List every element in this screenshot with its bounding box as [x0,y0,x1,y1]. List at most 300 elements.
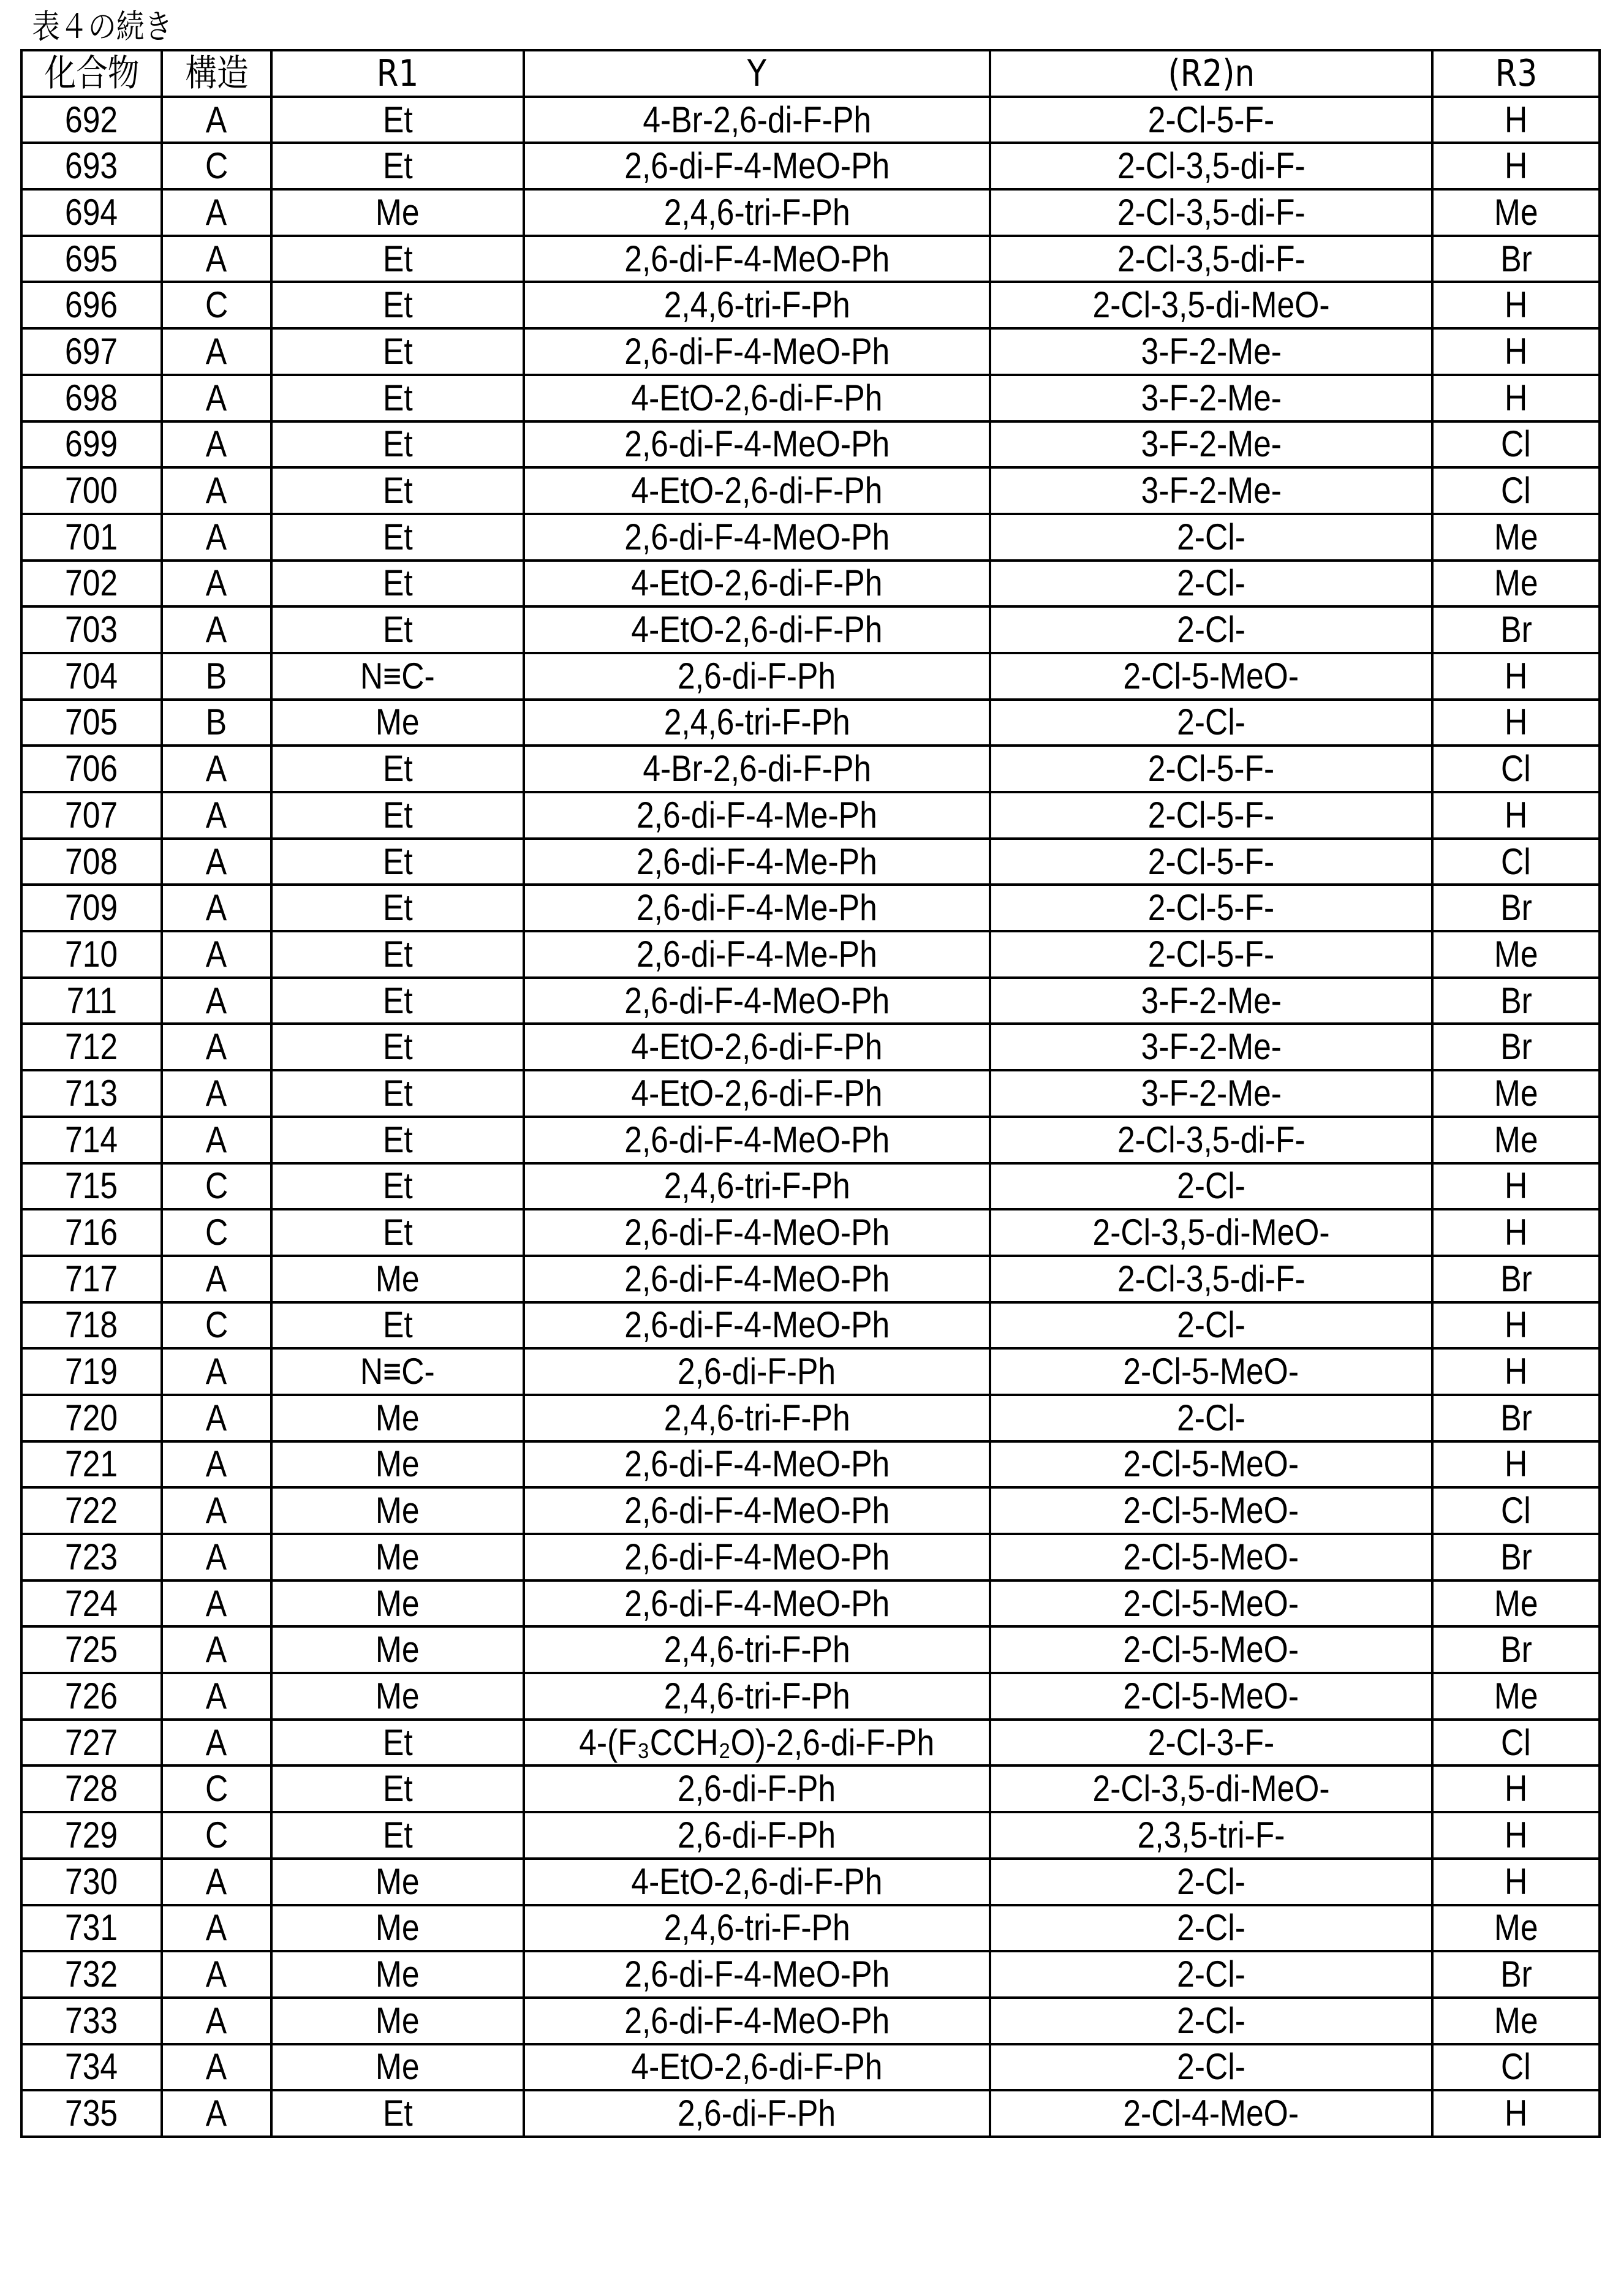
header-label: 化合物 [44,55,139,92]
cell-structure [162,653,271,700]
cell-r2n [990,1348,1432,1395]
cell-structure-text: A [206,1261,227,1297]
cell-compound [21,653,162,700]
table-row [21,1673,1600,1720]
cell-r3-text: Me [1494,519,1538,556]
cell-r3-text: H [1505,1353,1527,1390]
cell-y-text: 2,6-di-F-4-Me-Ph [637,844,877,880]
cell-compound-text: 725 [65,1631,118,1668]
cell-structure-text: A [206,194,227,231]
cell-r1 [271,1998,524,2044]
cell-r1-text: Et [383,148,413,184]
cell-r1-text: Et [383,844,413,880]
cell-r2n-text: 2-Cl-5-F- [1148,102,1274,138]
cell-r3-text: H [1505,1214,1527,1251]
cell-r3-text: Br [1500,889,1532,926]
cell-r1-text: Et [383,750,413,787]
cell-compound-text: 707 [65,797,118,834]
cell-compound [21,2090,162,2137]
cell-r3 [1432,792,1600,839]
cell-y-text: 2,6-di-F-4-MeO-Ph [624,1122,890,1158]
cell-structure-text: C [205,1817,228,1854]
cell-y [524,1163,990,1210]
cell-r3 [1432,1998,1600,2044]
cell-structure-text: A [206,1353,227,1390]
header-row [21,50,1600,97]
header-r1 [271,50,524,97]
cell-r3 [1432,375,1600,421]
cell-y-text: 2,6-di-F-Ph [678,658,836,695]
cell-r1 [271,1348,524,1395]
cell-r2n [990,282,1432,328]
cell-structure [162,561,271,607]
table-row [21,746,1600,792]
table-row [21,839,1600,885]
cell-r3-text: Cl [1501,426,1531,463]
cell-r2n [990,514,1432,561]
cell-compound [21,1487,162,1534]
cell-compound-text: 734 [65,2049,118,2085]
cell-r3 [1432,1812,1600,1859]
cell-compound [21,1905,162,1952]
cell-r3 [1432,1163,1600,1210]
cell-r3 [1432,1720,1600,1766]
cell-r2n [990,1395,1432,1441]
cell-structure [162,1905,271,1952]
cell-compound-text: 715 [65,1168,118,1204]
cell-structure-text: A [206,565,227,602]
cell-r3-text: H [1505,1864,1527,1900]
cell-y-text: 2,4,6-tri-F-Ph [664,287,850,323]
cell-r1-text: Me [376,1864,420,1900]
cell-y [524,1673,990,1720]
cell-y-text: 2,6-di-F-Ph [678,1817,836,1854]
cell-compound [21,606,162,653]
cell-r2n [990,1951,1432,1998]
cell-r1 [271,282,524,328]
cell-r2n-text: 2-Cl- [1177,1307,1245,1343]
cell-structure [162,1812,271,1859]
cell-r1-text: Me [376,1909,420,1946]
compound-table [20,49,1601,2138]
cell-structure-text: C [205,1770,228,1807]
cell-compound-text: 720 [65,1400,118,1437]
cell-r3 [1432,1859,1600,1905]
cell-structure-text: A [206,1864,227,1900]
cell-y [524,1348,990,1395]
cell-y [524,1534,990,1580]
cell-r2n [990,97,1432,143]
cell-r2n-text: 2-Cl-5-MeO- [1124,1492,1299,1529]
cell-r1-text: Et [383,1817,413,1854]
cell-structure [162,839,271,885]
cell-compound [21,97,162,143]
cell-compound [21,700,162,746]
cell-compound [21,1302,162,1349]
cell-r2n-text: 2-Cl-3,5-di-MeO- [1092,287,1329,323]
cell-r2n [990,2090,1432,2137]
cell-r3-text: Me [1494,2003,1538,2039]
cell-compound-text: 719 [65,1353,118,1390]
cell-y [524,561,990,607]
cell-y-text: 2,6-di-F-4-Me-Ph [637,936,877,973]
cell-r2n-text: 2-Cl-3-F- [1148,1724,1274,1761]
cell-compound-text: 733 [65,2003,118,2039]
cell-r1-text: Et [383,889,413,926]
cell-y-text: 2,4,6-tri-F-Ph [664,1909,850,1946]
cell-compound [21,2044,162,2091]
table-row [21,1302,1600,1349]
cell-structure [162,1951,271,1998]
cell-r1-text: Me [376,1446,420,1482]
cell-y [524,978,990,1024]
cell-r2n [990,1812,1432,1859]
cell-r1-text: Et [383,936,413,973]
cell-compound [21,143,162,189]
cell-r1 [271,189,524,236]
cell-compound [21,561,162,607]
table-row [21,1024,1600,1070]
cell-y-text: 2,4,6-tri-F-Ph [664,1400,850,1437]
table-row [21,700,1600,746]
table-row [21,2044,1600,2091]
cell-structure [162,1302,271,1349]
table-row [21,1441,1600,1488]
cell-r2n-text: 2-Cl- [1177,1168,1245,1204]
cell-r1 [271,1859,524,1905]
cell-r1 [271,2044,524,2091]
cell-r3-text: H [1505,102,1527,138]
cell-r1-text: Me [376,704,420,741]
cell-compound [21,746,162,792]
header-label: R1 [377,55,419,92]
cell-structure [162,978,271,1024]
cell-structure-text: A [206,983,227,1019]
cell-r1 [271,375,524,421]
cell-y-text: 4-Br-2,6-di-F-Ph [643,102,871,138]
cell-y [524,1070,990,1117]
cell-r3-text: Me [1494,1122,1538,1158]
cell-r1-text: Et [383,1214,413,1251]
cell-compound-text: 712 [65,1029,118,1065]
cell-structure-text: C [205,287,228,323]
cell-compound-text: 721 [65,1446,118,1482]
cell-y [524,1024,990,1070]
cell-r2n [990,1720,1432,1766]
cell-r1 [271,792,524,839]
cell-y-text: 2,6-di-F-4-MeO-Ph [624,2003,890,2039]
cell-r1 [271,467,524,514]
cell-compound [21,1812,162,1859]
cell-y [524,2090,990,2137]
cell-r2n [990,1905,1432,1952]
cell-r3 [1432,421,1600,468]
cell-structure [162,236,271,282]
cell-y-text: 2,6-di-F-4-MeO-Ph [624,1307,890,1343]
cell-r3 [1432,746,1600,792]
cell-y [524,931,990,978]
cell-y-text: 2,6-di-F-Ph [678,1770,836,1807]
table-row [21,653,1600,700]
cell-y [524,653,990,700]
cell-compound-text: 708 [65,844,118,880]
cell-compound-text: 732 [65,1956,118,1993]
cell-compound [21,1673,162,1720]
cell-structure-text: A [206,1446,227,1482]
cell-structure [162,189,271,236]
cell-r2n [990,1209,1432,1256]
cell-r1-text: Me [376,1631,420,1668]
cell-y [524,282,990,328]
cell-r1-text: Et [383,472,413,509]
cell-r2n-text: 3-F-2-Me- [1141,380,1281,417]
cell-r3 [1432,143,1600,189]
cell-r3-text: Cl [1501,2049,1531,2085]
cell-r1-text: Me [376,1539,420,1576]
cell-r2n-text: 2-Cl-5-F- [1148,750,1274,787]
cell-compound-text: 718 [65,1307,118,1343]
cell-compound [21,1534,162,1580]
cell-r3-text: H [1505,287,1527,323]
cell-y-text: 4-(F₃CCH₂O)-2,6-di-F-Ph [579,1724,934,1761]
cell-y-text: 4-EtO-2,6-di-F-Ph [631,1075,882,1112]
cell-r1 [271,1395,524,1441]
cell-compound [21,1163,162,1210]
cell-r1-text: Et [383,1029,413,1065]
cell-r3 [1432,236,1600,282]
cell-compound-text: 697 [65,333,118,370]
cell-compound-text: 711 [66,983,116,1019]
cell-structure [162,1163,271,1210]
cell-r3 [1432,1117,1600,1163]
cell-structure-text: C [205,1307,228,1343]
cell-structure [162,1024,271,1070]
cell-r1-text: Me [376,1585,420,1622]
header-y [524,50,990,97]
cell-r2n-text: 2-Cl- [1177,2049,1245,2085]
cell-r1-text: Et [383,611,413,648]
cell-structure [162,328,271,375]
header-label: 構造 [185,55,248,92]
cell-compound [21,839,162,885]
cell-r1-text: Et [383,565,413,602]
cell-r3-text: Cl [1501,1492,1531,1529]
cell-compound-text: 694 [65,194,118,231]
cell-r2n-text: 2-Cl- [1177,1864,1245,1900]
cell-y-text: 4-EtO-2,6-di-F-Ph [631,1864,882,1900]
cell-r3 [1432,1209,1600,1256]
cell-y [524,1859,990,1905]
cell-structure [162,1117,271,1163]
cell-structure-text: A [206,1029,227,1065]
cell-y-text: 2,6-di-F-4-Me-Ph [637,889,877,926]
cell-r3 [1432,1951,1600,1998]
cell-r3 [1432,2090,1600,2137]
cell-r2n-text: 2-Cl-5-MeO- [1124,1446,1299,1482]
cell-r2n-text: 2-Cl-5-MeO- [1124,1353,1299,1390]
cell-r3-text: Br [1500,1029,1532,1065]
cell-r2n-text: 2-Cl-5-MeO- [1124,658,1299,695]
cell-r3-text: Me [1494,936,1538,973]
cell-r1 [271,1117,524,1163]
cell-structure-text: A [206,1724,227,1761]
cell-r3-text: H [1505,658,1527,695]
cell-r3-text: Cl [1501,750,1531,787]
cell-structure [162,1673,271,1720]
cell-structure-text: A [206,333,227,370]
cell-structure-text: C [205,1168,228,1204]
cell-y-text: 2,6-di-F-Ph [678,1353,836,1390]
cell-r2n [990,1626,1432,1673]
cell-r3 [1432,97,1600,143]
cell-compound [21,1720,162,1766]
cell-structure-text: C [205,148,228,184]
cell-structure-text: A [206,1678,227,1715]
cell-r2n [990,746,1432,792]
cell-r3-text: Cl [1501,1724,1531,1761]
cell-r3 [1432,282,1600,328]
cell-r2n [990,1024,1432,1070]
cell-r1 [271,143,524,189]
cell-structure [162,97,271,143]
cell-r2n [990,1487,1432,1534]
cell-y-text: 4-EtO-2,6-di-F-Ph [631,2049,882,2085]
cell-r3 [1432,514,1600,561]
cell-compound [21,328,162,375]
cell-r2n-text: 3-F-2-Me- [1141,1029,1281,1065]
cell-structure [162,606,271,653]
cell-y [524,1905,990,1952]
cell-y-text: 2,6-di-F-Ph [678,2095,836,2132]
cell-r2n [990,1998,1432,2044]
cell-r2n-text: 2-Cl- [1177,2003,1245,2039]
cell-y [524,97,990,143]
cell-structure-text: A [206,1400,227,1437]
cell-r2n [990,236,1432,282]
cell-r3-text: H [1505,2095,1527,2132]
cell-r2n [990,1256,1432,1302]
cell-compound-text: 726 [65,1678,118,1715]
cell-r2n-text: 3-F-2-Me- [1141,983,1281,1019]
cell-r1-text: Et [383,519,413,556]
cell-y [524,1395,990,1441]
cell-structure-text: A [206,1122,227,1158]
cell-compound [21,1580,162,1627]
cell-r3-text: Me [1494,1678,1538,1715]
cell-r3 [1432,1348,1600,1395]
cell-r1-text: N≡C- [360,1353,435,1390]
cell-r3 [1432,1765,1600,1812]
cell-compound [21,885,162,931]
cell-compound-text: 699 [65,426,118,463]
cell-r1 [271,2090,524,2137]
cell-y [524,606,990,653]
header-label: R3 [1495,55,1537,92]
cell-r1-text: Et [383,102,413,138]
cell-structure-text: A [206,1075,227,1112]
cell-r1-text: Et [383,1168,413,1204]
cell-structure [162,143,271,189]
cell-r1-text: Et [383,983,413,1019]
cell-r3 [1432,653,1600,700]
cell-compound-text: 714 [65,1122,118,1158]
cell-r1-text: Et [383,1724,413,1761]
cell-r2n [990,1859,1432,1905]
cell-r1 [271,1812,524,1859]
cell-r3 [1432,1673,1600,1720]
cell-y [524,1441,990,1488]
cell-compound [21,1441,162,1488]
cell-r2n [990,1765,1432,1812]
cell-r2n-text: 2-Cl-3,5-di-F- [1117,148,1305,184]
cell-r2n [990,653,1432,700]
cell-r2n-text: 3-F-2-Me- [1141,426,1281,463]
cell-structure-text: B [206,658,227,695]
table-row [21,2090,1600,2137]
cell-r3-text: Br [1500,1631,1532,1668]
cell-structure-text: A [206,472,227,509]
cell-r3 [1432,1441,1600,1488]
cell-structure [162,282,271,328]
table-row [21,1720,1600,1766]
cell-y-text: 2,6-di-F-4-MeO-Ph [624,1214,890,1251]
table-row [21,467,1600,514]
header-r3 [1432,50,1600,97]
cell-r1-text: Et [383,241,413,278]
cell-r3-text: Me [1494,1585,1538,1622]
cell-r3 [1432,1534,1600,1580]
cell-y [524,1812,990,1859]
cell-r2n-text: 2-Cl-5-F- [1148,797,1274,834]
cell-structure [162,421,271,468]
cell-y-text: 2,4,6-tri-F-Ph [664,1631,850,1668]
cell-r3-text: Br [1500,1400,1532,1437]
cell-structure [162,375,271,421]
cell-y-text: 2,6-di-F-4-MeO-Ph [624,1585,890,1622]
cell-r3-text: Me [1494,565,1538,602]
cell-r3 [1432,1070,1600,1117]
cell-y-text: 2,6-di-F-4-MeO-Ph [624,1492,890,1529]
cell-structure-text: A [206,102,227,138]
cell-r3 [1432,561,1600,607]
cell-structure [162,1395,271,1441]
cell-structure-text: A [206,519,227,556]
cell-r1 [271,1626,524,1673]
cell-compound-text: 700 [65,472,118,509]
cell-y [524,1626,990,1673]
table-row [21,1487,1600,1534]
cell-compound-text: 731 [65,1909,118,1946]
cell-structure [162,1626,271,1673]
cell-r2n [990,1070,1432,1117]
table-row [21,421,1600,468]
cell-r1 [271,514,524,561]
cell-r1-text: Me [376,194,420,231]
cell-y [524,885,990,931]
cell-r2n-text: 2-Cl-3,5-di-F- [1117,1261,1305,1297]
table-row [21,606,1600,653]
cell-r1-text: Et [383,1075,413,1112]
cell-y [524,236,990,282]
cell-r1 [271,885,524,931]
cell-r2n [990,189,1432,236]
cell-compound-text: 704 [65,658,118,695]
cell-compound-text: 696 [65,287,118,323]
cell-compound-text: 730 [65,1864,118,1900]
cell-r1-text: Et [383,426,413,463]
cell-r1-text: Et [383,287,413,323]
cell-y-text: 4-EtO-2,6-di-F-Ph [631,1029,882,1065]
